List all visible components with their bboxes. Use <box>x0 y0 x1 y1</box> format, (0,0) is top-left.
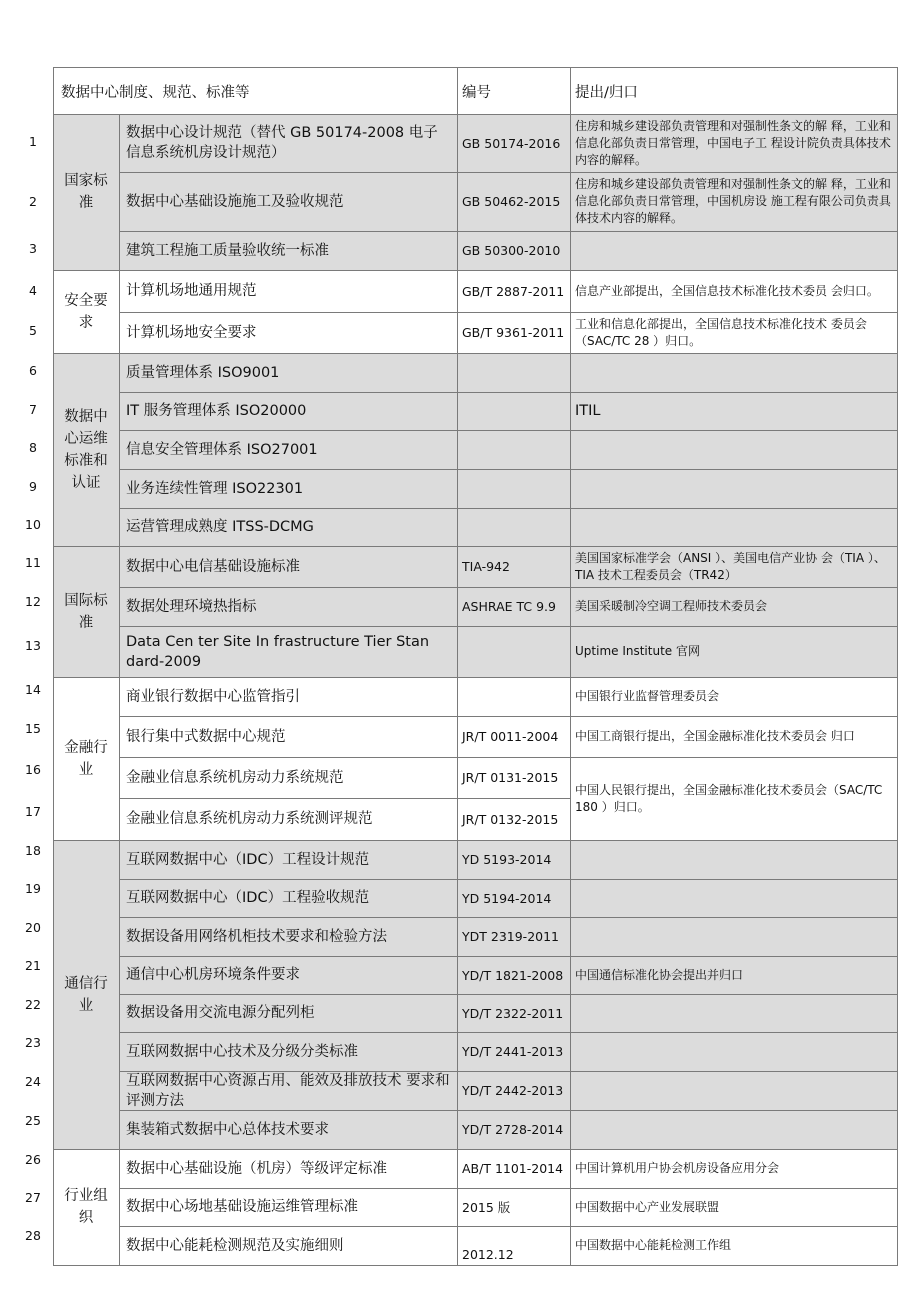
proposer: 中国工商银行提出，全国金融标准化技术委员会 归口 <box>575 729 855 743</box>
standard-code: YD 5194-2014 <box>462 890 552 906</box>
proposer: 美国国家标准学会（ANSI ）、美国电信产业协 会（TIA ）、TIA 技术工程委员会（TR42） <box>575 550 886 582</box>
row-number: 26 <box>25 1152 41 1167</box>
header-standards-label: 数据中心制度、规范、标准等 <box>61 85 250 101</box>
header-code-label: 编号 <box>462 85 491 101</box>
row-number: 20 <box>25 920 41 935</box>
proposer: 信息产业部提出，全国信息技术标准化技术委员 会归口。 <box>575 283 879 298</box>
category-label: 数据中心运维标准和认证 <box>64 408 108 491</box>
row-number: 9 <box>29 479 37 494</box>
proposer <box>575 917 892 956</box>
standard-code <box>462 626 566 677</box>
standard-name: 数据中心能耗检测规范及实施细则 <box>126 1237 344 1254</box>
standard-code: GB/T 2887-2011 <box>462 283 565 299</box>
row-number: 18 <box>25 843 41 858</box>
standard-code: ASHRAE TC 9.9 <box>462 599 556 614</box>
proposer: Uptime Institute 官网 <box>575 644 700 658</box>
row-number: 14 <box>25 682 41 697</box>
category-label: 行业组织 <box>64 1188 108 1226</box>
row-number: 3 <box>29 241 37 256</box>
row-number: 13 <box>25 638 41 653</box>
category-label: 金融行业 <box>64 739 108 778</box>
row-number: 10 <box>25 517 41 532</box>
proposer <box>575 508 892 546</box>
standard-name: 数据中心场地基础设施运维管理标准 <box>126 1199 358 1215</box>
standard-code: YD/T 2441-2013 <box>462 1044 564 1059</box>
row-number: 21 <box>25 958 41 973</box>
category-label: 国际标准 <box>64 592 108 631</box>
standard-name: 运营管理成熟度 ITSS-DCMG <box>126 519 314 535</box>
standard-name: 通信中心机房环境条件要求 <box>126 967 300 983</box>
standard-code <box>462 508 566 546</box>
standard-name: Data Cen ter Site In frastructure Tier Stan dard-2009 <box>126 633 430 670</box>
standard-name: 信息安全管理体系 ISO27001 <box>126 441 318 458</box>
proposer <box>575 353 892 392</box>
row-number: 6 <box>29 363 37 378</box>
row-number: 27 <box>25 1190 41 1205</box>
standard-name: 数据中心设计规范（替代 GB 50174-2008 电子信息系统机房设计规范） <box>126 125 438 161</box>
table-right-border <box>897 67 898 1266</box>
standard-code: JR/T 0131-2015 <box>462 770 559 785</box>
row-number: 15 <box>25 721 41 736</box>
row-number: 19 <box>25 881 41 896</box>
proposer: 中国通信标准化协会提出并归口 <box>575 967 744 982</box>
standard-name: 集装箱式数据中心总体技术要求 <box>126 1121 329 1138</box>
row-number: 7 <box>29 402 37 417</box>
row-number: 24 <box>25 1074 41 1089</box>
row-number: 22 <box>25 997 41 1012</box>
standard-code: YD/T 2728-2014 <box>462 1122 564 1137</box>
proposer: 美国采暖制冷空调工程师技术委员会 <box>575 599 768 613</box>
standard-code <box>462 353 566 392</box>
category-column-divider <box>119 114 120 1266</box>
proposer <box>575 1110 892 1149</box>
standard-code: JR/T 0011-2004 <box>462 729 559 744</box>
proposer: 住房和城乡建设部负责管理和对强制性条文的解 释，工业和信息化部负责日常管理，中国机房设 施工程有限公司负责具体技术内容的解释。 <box>575 177 891 225</box>
proposer <box>575 469 892 508</box>
proposer-merged: 中国人民银行提出，全国金融标准化技术委员会（SAC/TC 180 ）归口。 <box>575 782 883 814</box>
standard-name: 互联网数据中心资源占用、能效及排放技术 要求和评测方法 <box>126 1072 450 1109</box>
standard-code: 2015 版 <box>462 1199 511 1215</box>
proposer: 中国计算机用户协会机房设备应用分会 <box>575 1161 780 1175</box>
proposer <box>575 994 892 1032</box>
standard-name: 数据设备用交流电源分配列柜 <box>126 1005 315 1021</box>
table-top-border <box>53 67 897 68</box>
standard-name: 金融业信息系统机房动力系统规范 <box>126 769 344 786</box>
row-number: 11 <box>25 555 41 570</box>
standard-name: 银行集中式数据中心规范 <box>126 728 286 745</box>
standard-code: YD/T 2442-2013 <box>462 1083 564 1098</box>
proposer: 中国数据中心能耗检测工作组 <box>575 1238 732 1252</box>
standard-name: 数据设备用网络机柜技术要求和检验方法 <box>126 928 387 945</box>
standard-code: GB 50300-2010 <box>462 243 561 258</box>
standard-name: 业务连续性管理 ISO22301 <box>126 480 304 497</box>
row-number: 12 <box>25 594 41 609</box>
standard-name: 商业银行数据中心监管指引 <box>126 688 300 705</box>
standard-name: 数据中心电信基础设施标准 <box>126 558 300 575</box>
standard-code <box>462 469 566 508</box>
row-number: 1 <box>29 134 37 149</box>
proposer: 中国数据中心产业发展联盟 <box>575 1199 720 1214</box>
standard-code: 2012.12 <box>462 1247 514 1262</box>
proposer: 中国银行业监督管理委员会 <box>575 689 720 703</box>
standard-name: IT 服务管理体系 ISO20000 <box>126 403 307 419</box>
row-number: 28 <box>25 1228 41 1243</box>
standard-name: 数据中心基础设施（机房）等级评定标准 <box>126 1160 387 1177</box>
standard-code: AB/T 1101-2014 <box>462 1161 564 1176</box>
category-divider <box>53 1265 897 1266</box>
standard-code: YD/T 2322-2011 <box>462 1005 564 1021</box>
row-number: 5 <box>29 323 37 338</box>
standard-code <box>462 677 566 716</box>
proposer <box>575 1071 892 1110</box>
standard-code <box>462 392 566 430</box>
row-number: 17 <box>25 804 41 819</box>
proposer <box>575 879 892 917</box>
row-number: 25 <box>25 1113 41 1128</box>
proposer <box>575 1032 892 1071</box>
proposer: 工业和信息化部提出，全国信息技术标准化技术 委员会（SAC/TC 28 ）归口。 <box>575 316 867 348</box>
standard-code: GB 50174-2016 <box>462 135 561 151</box>
standard-name: 互联网数据中心（IDC）工程设计规范 <box>126 851 370 868</box>
row-number: 2 <box>29 194 37 209</box>
standard-code: JR/T 0132-2015 <box>462 811 559 827</box>
standard-code: YD/T 1821-2008 <box>462 967 564 983</box>
proposer: ITIL <box>575 402 601 419</box>
standard-code: TIA-942 <box>462 559 510 574</box>
standard-name: 数据中心基础设施施工及验收规范 <box>126 193 344 210</box>
standard-name: 金融业信息系统机房动力系统测评规范 <box>126 811 373 827</box>
standard-code: GB/T 9361-2011 <box>462 325 565 340</box>
standard-code: YDT 2319-2011 <box>462 929 560 944</box>
standard-code: YD 5193-2014 <box>462 852 552 867</box>
proposer <box>575 231 892 270</box>
standard-name: 计算机场地安全要求 <box>126 324 257 341</box>
code-column-divider <box>457 67 458 1266</box>
category-label: 国家标准 <box>64 173 108 211</box>
proposer: 住房和城乡建设部负责管理和对强制性条文的解 释，工业和信息化部负责日常管理，中国电子工 程设计院负责具体技术内容的解释。 <box>575 118 891 167</box>
standard-name: 互联网数据中心（IDC）工程验收规范 <box>126 890 370 906</box>
proposer <box>575 840 892 879</box>
row-number: 8 <box>29 440 37 455</box>
standard-name: 建筑工程施工质量验收统一标准 <box>126 242 329 259</box>
proposer-column-divider <box>570 67 571 1266</box>
row-number: 4 <box>29 283 37 298</box>
standard-code <box>462 430 566 469</box>
standard-name: 计算机场地通用规范 <box>126 283 257 299</box>
proposer <box>575 430 892 469</box>
category-label: 安全要求 <box>64 292 108 331</box>
table-left-border <box>53 67 54 1266</box>
row-number: 23 <box>25 1035 41 1050</box>
row-number: 16 <box>25 762 41 777</box>
standard-name: 数据处理环境热指标 <box>126 598 257 615</box>
category-label: 通信行业 <box>64 975 108 1014</box>
standard-name: 质量管理体系 ISO9001 <box>126 364 280 381</box>
standard-code: GB 50462-2015 <box>462 194 561 209</box>
standard-name: 互联网数据中心技术及分级分类标准 <box>126 1043 358 1060</box>
header-proposer-label: 提出/归口 <box>575 85 638 101</box>
